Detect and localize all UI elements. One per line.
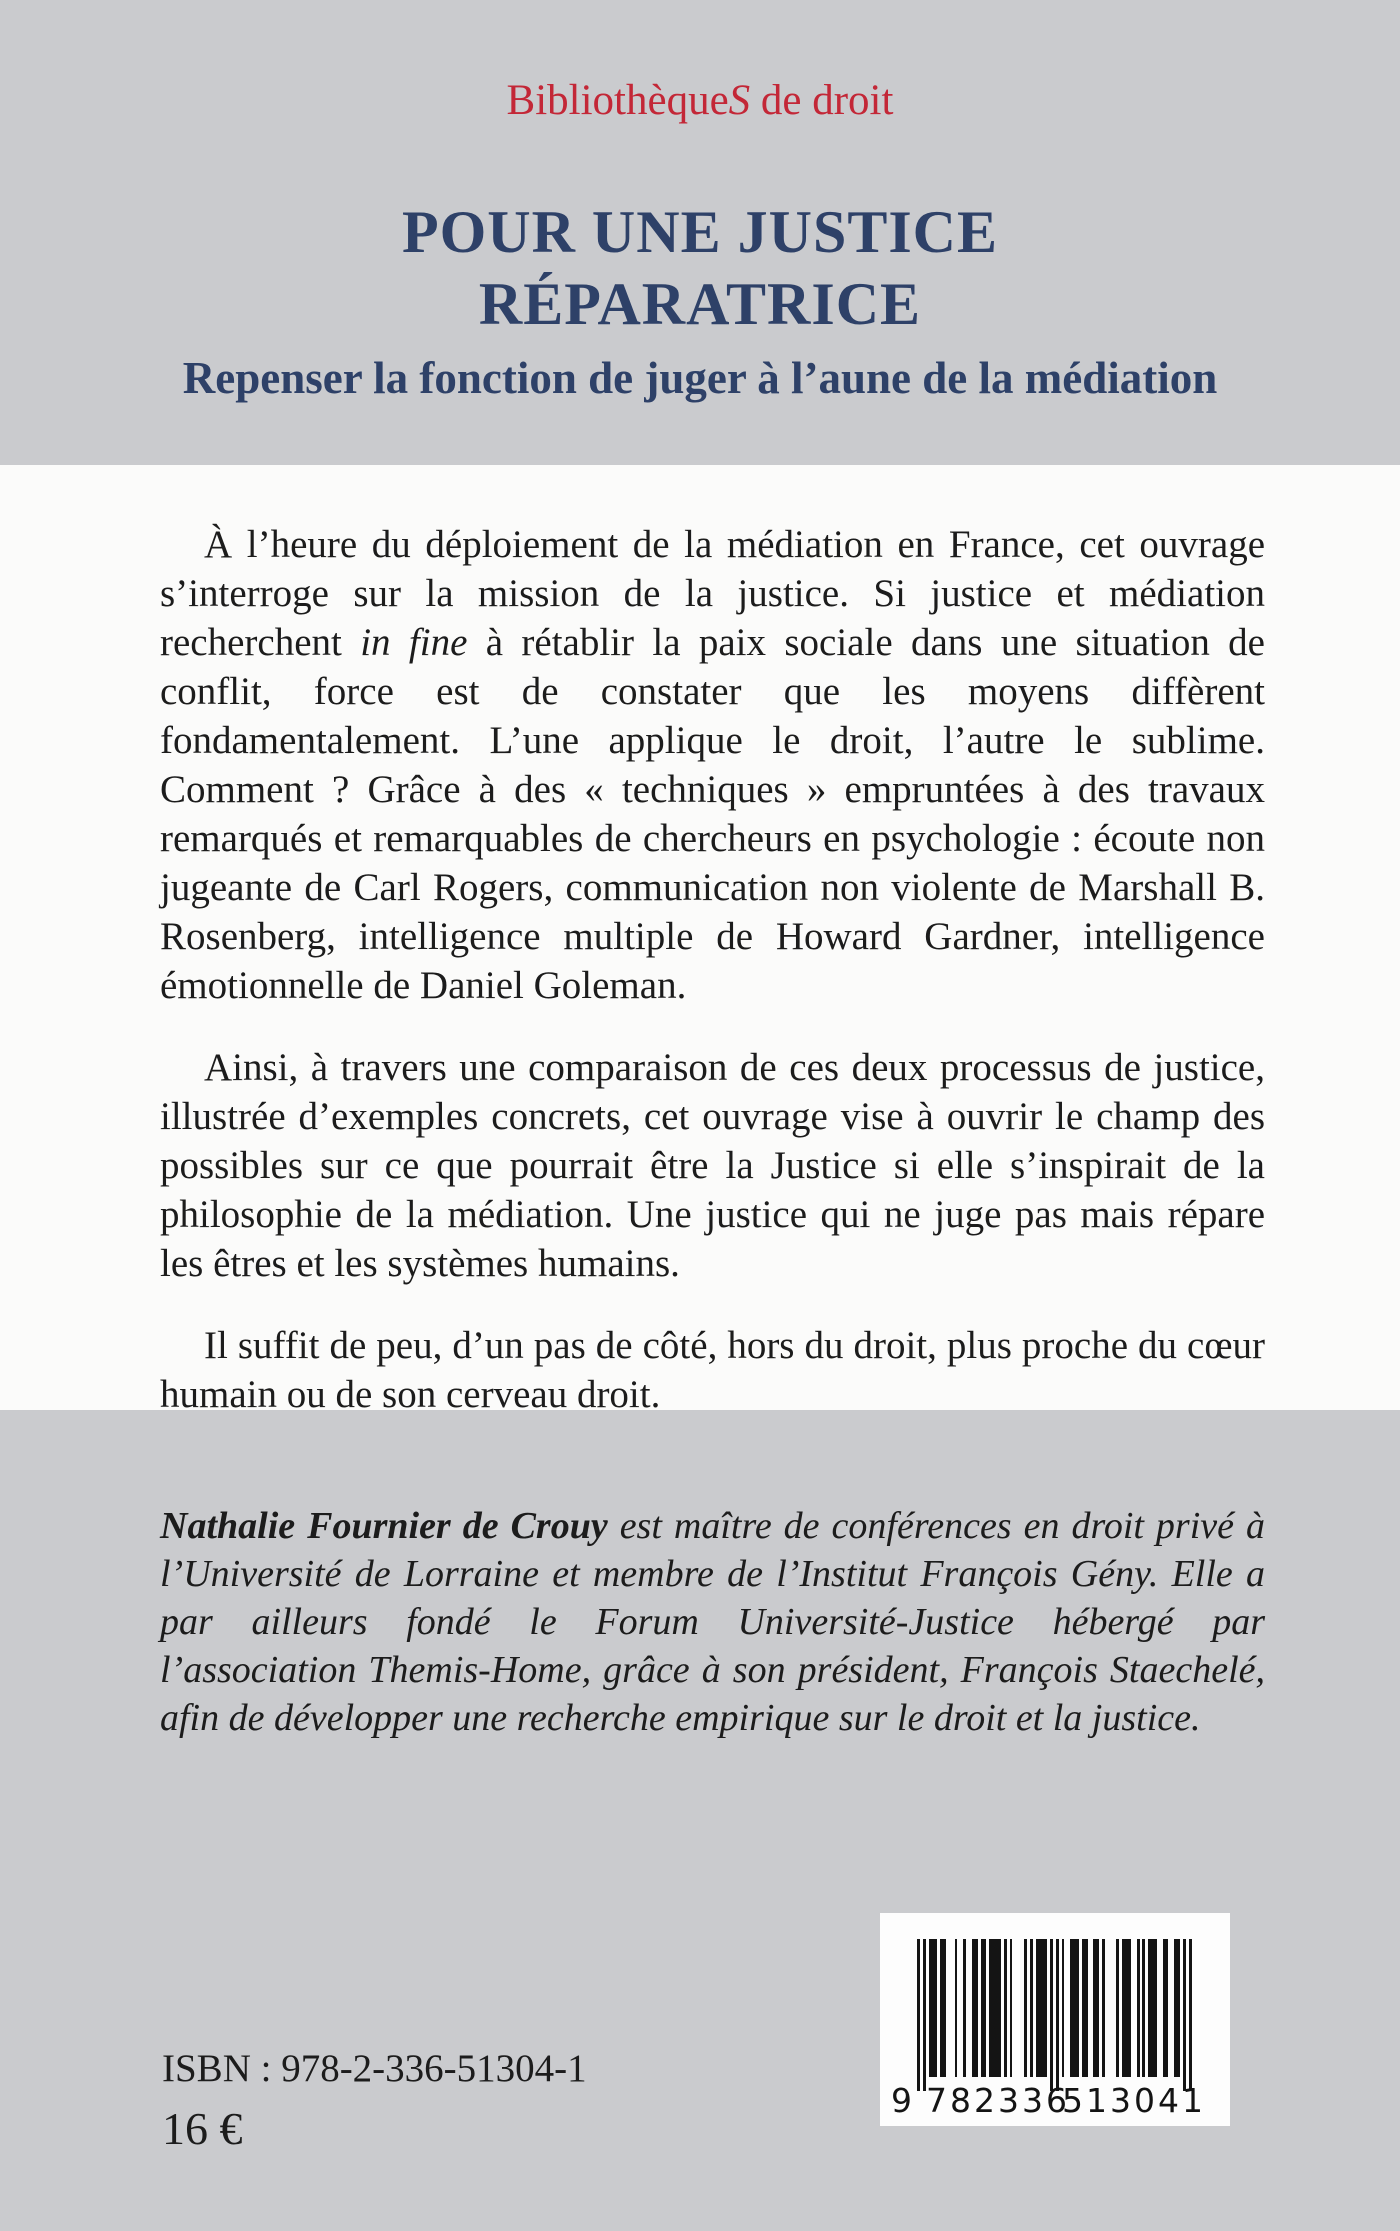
- barcode-digits: [891, 2081, 1206, 2126]
- isbn-text: ISBN : 978-2-336-51304-1: [162, 2047, 587, 2090]
- collection-prefix: Bibliothèque: [506, 77, 729, 124]
- book-title-line-2: RÉPARATRICE: [478, 271, 922, 337]
- book-title-line-1: POUR UNE JUSTICE: [401, 199, 999, 265]
- price-text: 16 €: [162, 2103, 243, 2154]
- synopsis-p1-text: À l’heure du déploiement de la médiation en France, cet ouvrage s’interroge sur la mission de la justice. Si justice et médiation recherchent: [160, 523, 1265, 664]
- synopsis-p1-latin-phrase: in fine: [360, 621, 468, 664]
- author-name: Nathalie Fournier de Crouy: [160, 1505, 608, 1547]
- synopsis-p1-text-cont: à rétablir la paix sociale dans une situation de conflit, force est de constater que les moyens diffèrent fondamentalement. L’une applique le droit, l’autre le sublime. Comment ? Grâce à des « techniques » empruntées à des travaux remarqués et remarquables de chercheurs en psychologie : écoute non jugeante de Carl Rogers, communication non violente de Marshall B. Rosenberg, intelligence multiple de Howard Gardner, intelligence émotionnelle de Daniel Goleman.: [160, 621, 1265, 1007]
- synopsis-paragraph-3: Il suffit de peu, d’un pas de côté, hors du droit, plus proche du cœur humain ou de son cerveau droit.: [160, 1324, 1265, 1416]
- collection-name: [0, 76, 1400, 125]
- barcode-digit-left: 9: [891, 2081, 912, 2120]
- book-title: [0, 196, 1400, 340]
- barcode-digits-group-2: 513041: [1062, 2081, 1206, 2120]
- synopsis-paragraph-2: Ainsi, à travers une comparaison de ces deux processus de justice, illustrée d’exemples concrets, cet ouvrage vise à ouvrir le champ des possibles sur ce que pourrait être la Justice si elle s’inspirait de la philosophie de la médiation. Une justice qui ne juge pas mais répare les êtres et les systèmes humains.: [160, 1046, 1265, 1285]
- author-bio: [160, 1502, 1265, 1742]
- barcode: [880, 1913, 1230, 2126]
- barcode-bars: [917, 1939, 1192, 2091]
- barcode-digits-group-1: 782336: [926, 2081, 1070, 2120]
- synopsis-paragraph-1: [160, 520, 1265, 1010]
- collection-stylized-s: S: [728, 77, 751, 124]
- book-subtitle: Repenser la fonction de juger à l’aune de la médiation: [182, 353, 1218, 403]
- author-bio-text: est maître de conférences en droit privé à l’Université de Lorraine et membre de l’Institut François Gény. Elle a par ailleurs fondé le Forum Université-Justice hébergé par l’association Themis-Home, grâce à son président, François Staechelé, afin de développer une recherche empirique sur le droit et la justice.: [160, 1505, 1265, 1739]
- synopsis-section: [160, 520, 1265, 1452]
- collection-suffix: de droit: [750, 77, 894, 124]
